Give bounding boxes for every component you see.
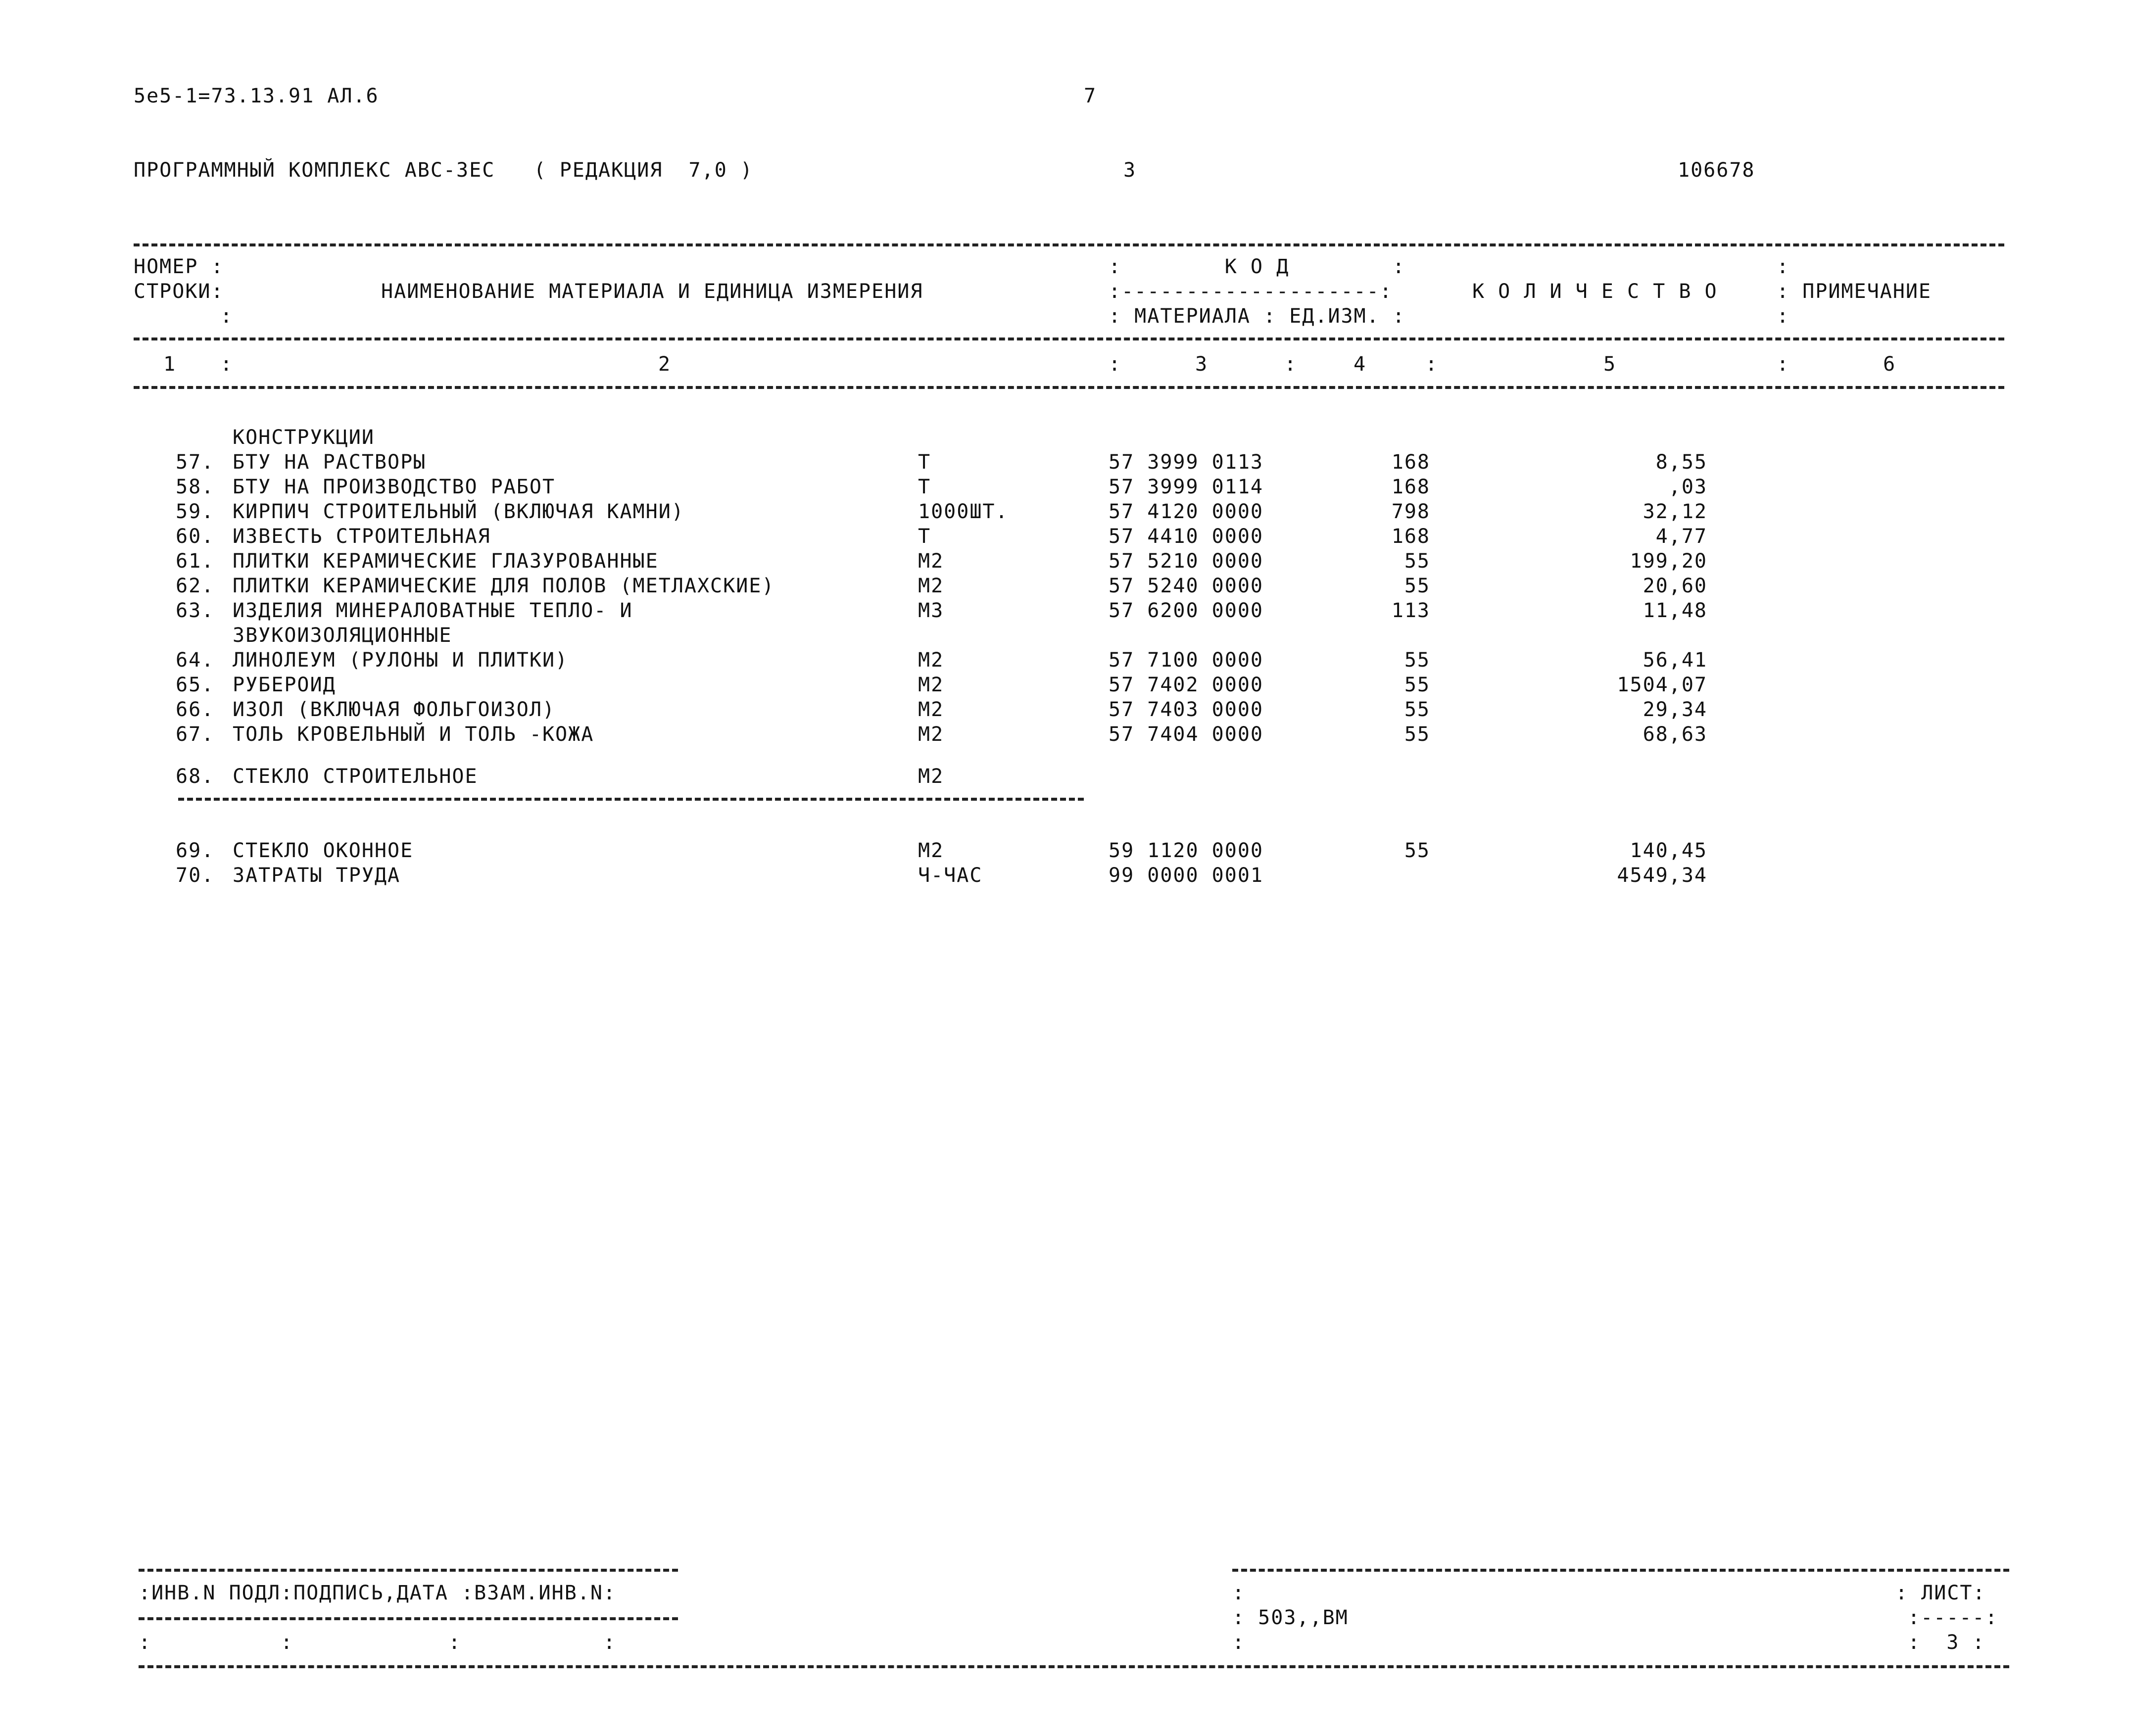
column-separator: : [1109,353,1122,376]
quantity: 68,63 [1643,723,1707,746]
sheet-number: 3 [1123,159,1137,182]
unit: М2 [918,839,944,862]
row-number: 69. [176,839,215,862]
unit: Т [918,451,931,474]
column-number-2: 2 [658,353,672,376]
footer-bottom-rule [139,1665,2009,1668]
unit: М2 [918,765,944,788]
unit-code: 798 [1391,500,1430,523]
quantity: 8,55 [1655,451,1707,474]
unit: М2 [918,649,944,672]
unit-code: 113 [1391,599,1430,622]
header-mid-rule [134,338,2004,340]
title-block-colon-top: : [1232,1582,1246,1604]
quantity: 56,41 [1643,649,1707,672]
column-number-5: 5 [1603,353,1617,376]
column-number-4: 4 [1354,353,1367,376]
unit-code: 55 [1404,575,1430,597]
row-number: 59. [176,500,215,523]
unit: М3 [918,599,944,622]
material-name: ЗАТРАТЫ ТРУДА [233,864,401,887]
material-name-continuation: ЗВУКОИЗОЛЯЦИОННЫЕ [233,624,452,647]
row-number: 70. [176,864,215,887]
column-number-6: 6 [1883,353,1896,376]
unit-code: 168 [1391,476,1430,498]
unit: Т [918,476,931,498]
quantity: 4549,34 [1617,864,1707,887]
unit-code: 55 [1404,674,1430,696]
table-top-rule [134,243,2004,246]
column-separator: : [1284,353,1298,376]
material-name: СТЕКЛО ОКОННОЕ [233,839,414,862]
column-number-1: 1 [163,353,177,376]
unit: М2 [918,575,944,597]
material-code: 57 3999 0113 [1109,451,1263,474]
header-code-subcolumns: : МАТЕРИАЛА : ЕД.ИЗМ. : [1109,305,1405,328]
program-title: ПРОГРАММНЫЙ КОМПЛЕКС АВС-3ЕС ( РЕДАКЦИЯ 7,0 ) [134,159,753,182]
group-separator-rule [178,798,1084,801]
header-number-line-1: НОМЕР : [134,255,224,278]
material-code: 99 0000 0001 [1109,864,1263,887]
material-name: ПЛИТКИ КЕРАМИЧЕСКИЕ ДЛЯ ПОЛОВ (МЕТЛАХСКИЕ) [233,575,775,597]
quantity: 29,34 [1643,698,1707,721]
row-number: 62. [176,575,215,597]
material-name: СТЕКЛО СТРОИТЕЛЬНОЕ [233,765,478,788]
unit-code: 55 [1404,649,1430,672]
quantity: 140,45 [1630,839,1707,862]
material-code: 57 5240 0000 [1109,575,1263,597]
column-separator: : [1425,353,1439,376]
header-quantity: К О Л И Ч Е С Т В О [1472,280,1718,303]
material-code: 57 6200 0000 [1109,599,1263,622]
header-note: : ПРИМЕЧАНИЕ [1777,280,1932,303]
stamp-header: :ИНВ.N ПОДЛ:ПОДПИСЬ,ДАТА :ВЗАМ.ИНВ.N: [139,1582,617,1604]
quantity: 20,60 [1643,575,1707,597]
material-name: ТОЛЬ КРОВЕЛЬНЫЙ И ТОЛЬ -КОЖА [233,723,594,746]
unit-code: 55 [1404,550,1430,573]
column-separator: : [220,353,234,376]
quantity: 11,48 [1643,599,1707,622]
job-number: 106678 [1678,159,1755,182]
header-note-top: : [1777,255,1790,278]
title-block-top-rule [1232,1569,2009,1572]
material-code: 57 3999 0114 [1109,476,1263,498]
row-number: 68. [176,765,215,788]
material-code: 57 5210 0000 [1109,550,1263,573]
material-name: ПЛИТКИ КЕРАМИЧЕСКИЕ ГЛАЗУРОВАННЫЕ [233,550,659,573]
material-name: РУБЕРОИД [233,674,336,696]
material-name: ИЗВЕСТЬ СТРОИТЕЛЬНАЯ [233,525,491,548]
unit-code: 168 [1391,451,1430,474]
row-number: 64. [176,649,215,672]
page-mark: 7 [1084,85,1097,107]
unit: Т [918,525,931,548]
row-number: 65. [176,674,215,696]
sheet-label: : ЛИСТ: [1895,1582,1986,1604]
row-number: 57. [176,451,215,474]
material-name: ИЗДЕЛИЯ МИНЕРАЛОВАТНЫЕ ТЕПЛО- И [233,599,633,622]
material-name: ИЗОЛ (ВКЛЮЧАЯ ФОЛЬГОИЗОЛ) [233,698,556,721]
quantity: 32,12 [1643,500,1707,523]
material-code: 57 7403 0000 [1109,698,1263,721]
material-code: 57 7404 0000 [1109,723,1263,746]
stamp-mid-rule [139,1617,678,1620]
material-code: 57 4120 0000 [1109,500,1263,523]
unit-code: 55 [1404,698,1430,721]
header-number-line-3: : [220,305,234,328]
header-code-divider: :--------------------: [1109,280,1393,303]
unit: М2 [918,550,944,573]
unit-code: 55 [1404,839,1430,862]
material-code: 57 7402 0000 [1109,674,1263,696]
material-name: КИРПИЧ СТРОИТЕЛЬНЫЙ (ВКЛЮЧАЯ КАМНИ) [233,500,684,523]
header-note-bottom: : [1777,305,1790,328]
unit-code: 55 [1404,723,1430,746]
row-number: 67. [176,723,215,746]
unit-code: 168 [1391,525,1430,548]
quantity: 1504,07 [1617,674,1707,696]
row-number: 66. [176,698,215,721]
material-name: БТУ НА ПРОИЗВОДСТВО РАБОТ [233,476,556,498]
row-number: 60. [176,525,215,548]
column-separator: : [1777,353,1790,376]
header-material-name: НАИМЕНОВАНИЕ МАТЕРИАЛА И ЕДИНИЦА ИЗМЕРЕНИЯ [381,280,923,303]
column-number-3: 3 [1195,353,1209,376]
unit: М2 [918,674,944,696]
quantity: 199,20 [1630,550,1707,573]
header-bottom-rule [134,386,2004,389]
material-name: ЛИНОЛЕУМ (РУЛОНЫ И ПЛИТКИ) [233,649,569,672]
stamp-cells: : : : : [139,1631,617,1654]
unit: Ч-ЧАС [918,864,983,887]
sheet-separator: :-----: [1908,1606,1998,1629]
material-code: 57 7100 0000 [1109,649,1263,672]
document-reference: : 503,,ВМ [1232,1606,1349,1629]
row-number: 58. [176,476,215,498]
quantity: ,03 [1668,476,1707,498]
stamp-top-rule [139,1569,678,1572]
section-title: КОНСТРУКЦИИ [233,426,375,449]
material-name: БТУ НА РАСТВОРЫ [233,451,427,474]
sheet-value: : 3 : [1908,1631,1985,1654]
row-number: 63. [176,599,215,622]
material-code: 59 1120 0000 [1109,839,1263,862]
unit: М2 [918,723,944,746]
quantity: 4,77 [1655,525,1707,548]
document-code: 5е5-1=73.13.91 АЛ.6 [134,85,379,107]
title-block-colon-bottom: : [1232,1631,1246,1654]
unit: 1000ШТ. [918,500,1009,523]
unit: М2 [918,698,944,721]
header-code-title: : К О Д : [1109,255,1405,278]
row-number: 61. [176,550,215,573]
material-code: 57 4410 0000 [1109,525,1263,548]
header-number-line-2: СТРОКИ: [134,280,224,303]
